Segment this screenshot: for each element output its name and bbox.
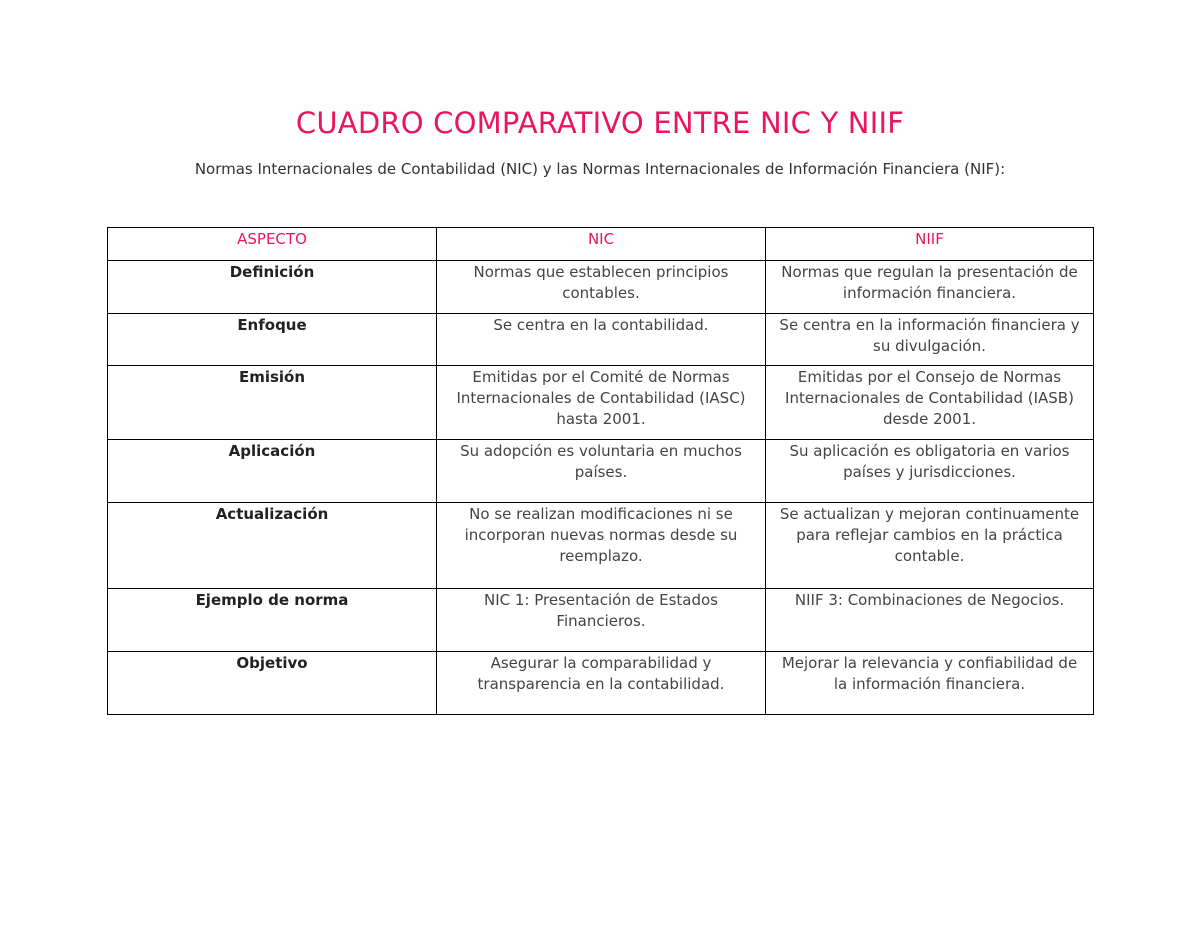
- nic-cell: No se realizan modificaciones ni se incorporan nuevas normas desde su reemplazo.: [437, 503, 766, 589]
- nic-cell: Su adopción es voluntaria en muchos países.: [437, 440, 766, 503]
- table-header: [108, 228, 1094, 261]
- aspect-cell: Ejemplo de norma: [108, 589, 437, 652]
- aspect-cell: Actualización: [108, 503, 437, 589]
- nic-cell: NIC 1: Presentación de Estados Financieros.: [437, 589, 766, 652]
- header-aspecto: ASPECTO: [108, 228, 437, 261]
- niif-cell: Se actualizan y mejoran continuamente para reflejar cambios en la práctica contable.: [766, 503, 1094, 589]
- table-row: [108, 503, 1094, 589]
- table-row: [108, 652, 1094, 715]
- document-subtitle: Normas Internacionales de Contabilidad (NIC) y las Normas Internacionales de Información Financiera (NIF):: [194, 160, 1006, 178]
- niif-cell: Emitidas por el Consejo de Normas Internacionales de Contabilidad (IASB) desde 2001.: [766, 366, 1094, 440]
- niif-cell: NIIF 3: Combinaciones de Negocios.: [766, 589, 1094, 652]
- header-row: [108, 228, 1094, 261]
- aspect-cell: Definición: [108, 261, 437, 314]
- table-row: [108, 261, 1094, 314]
- table-row: [108, 314, 1094, 366]
- niif-cell: Se centra en la información financiera y su divulgación.: [766, 314, 1094, 366]
- table-body: [108, 261, 1094, 715]
- nic-cell: Emitidas por el Comité de Normas Internacionales de Contabilidad (IASC) hasta 2001.: [437, 366, 766, 440]
- table-row: [108, 589, 1094, 652]
- aspect-cell: Aplicación: [108, 440, 437, 503]
- nic-cell: Asegurar la comparabilidad y transparencia en la contabilidad.: [437, 652, 766, 715]
- niif-cell: Mejorar la relevancia y confiabilidad de la información financiera.: [766, 652, 1094, 715]
- nic-cell: Normas que establecen principios contables.: [437, 261, 766, 314]
- table-row: [108, 440, 1094, 503]
- document-title: CUADRO COMPARATIVO ENTRE NIC Y NIIF: [295, 106, 905, 140]
- aspect-cell: Emisión: [108, 366, 437, 440]
- aspect-cell: Enfoque: [108, 314, 437, 366]
- niif-cell: Normas que regulan la presentación de información financiera.: [766, 261, 1094, 314]
- table-row: [108, 366, 1094, 440]
- niif-cell: Su aplicación es obligatoria en varios países y jurisdicciones.: [766, 440, 1094, 503]
- header-nic: NIC: [437, 228, 766, 261]
- comparison-table: [107, 227, 1094, 715]
- aspect-cell: Objetivo: [108, 652, 437, 715]
- header-niif: NIIF: [766, 228, 1094, 261]
- nic-cell: Se centra en la contabilidad.: [437, 314, 766, 366]
